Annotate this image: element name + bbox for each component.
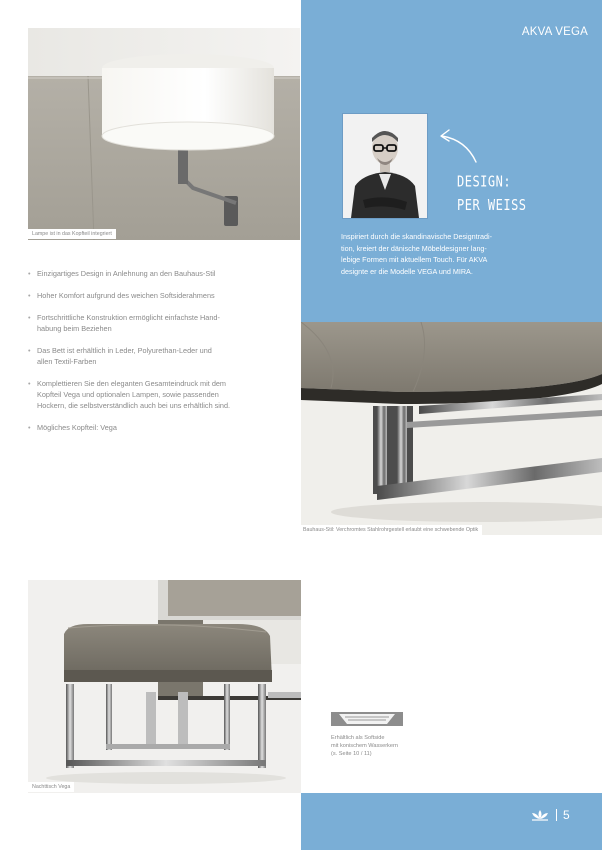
- lamp-caption: Lampe ist in das Kopfteil integriert: [28, 229, 116, 239]
- bullet-icon: •: [28, 291, 31, 300]
- nightstand-photo: [28, 580, 301, 793]
- arrow-icon: [436, 126, 480, 168]
- softside-note: [331, 734, 451, 758]
- feature-line: allen Textil-Farben: [37, 357, 97, 366]
- designer-label-line1: DESIGN:: [457, 172, 512, 190]
- lamp-photo: [28, 28, 300, 240]
- feature-item: [28, 268, 290, 279]
- softside-line: (s. Seite 10 / 11): [331, 751, 372, 757]
- feature-line: Das Bett ist erhältlich in Leder, Polyurethan-Leder und: [37, 346, 212, 355]
- feature-line: Fortschrittliche Konstruktion ermöglicht einfachste Hand-: [37, 313, 220, 322]
- feature-item: [28, 378, 290, 411]
- bed-frame-photo: [301, 322, 602, 535]
- feature-line: Komplettieren Sie den eleganten Gesamteindruck mit dem: [37, 379, 227, 388]
- footer-separator: [556, 809, 557, 821]
- designer-portrait: [342, 113, 428, 219]
- designer-label-line2: PER WEISS: [457, 196, 527, 214]
- feature-line: Hockern, die selbstverständlich auch bei uns erhältlich sind.: [37, 401, 231, 410]
- feature-line: Hoher Komfort aufgrund des weichen Softsiderahmens: [37, 291, 215, 300]
- feature-line: Mögliches Kopfteil: Vega: [37, 423, 117, 432]
- bed-frame-illustration: [301, 322, 602, 535]
- feature-line: habung beim Beziehen: [37, 324, 112, 333]
- feature-line: Kopfteil Vega und optionalen Lampen, sowie passenden: [37, 390, 219, 399]
- lotus-icon: [530, 809, 550, 821]
- bullet-icon: •: [28, 423, 31, 432]
- bio-line: tion, kreiert der dänische Möbeldesigner lang-: [341, 243, 487, 253]
- brand-title: AKVA VEGA: [521, 26, 588, 38]
- bullet-icon: •: [28, 313, 31, 322]
- bed-caption: Bauhaus-Stil: Verchromtes Stahlrohrgestell erlaubt eine schwebende Optik: [299, 525, 482, 535]
- lamp-illustration: [28, 28, 300, 240]
- feature-item: [28, 422, 290, 433]
- bio-line: lebige Formen mit aktuellem Touch. Für AKVA: [341, 255, 488, 265]
- feature-list: [28, 268, 290, 444]
- feature-item: [28, 312, 290, 334]
- feature-item: [28, 290, 290, 301]
- page-number: 5: [563, 808, 570, 822]
- bio-line: Inspiriert durch die skandinavische Designtradi-: [341, 232, 493, 241]
- bullet-icon: •: [28, 269, 31, 278]
- bullet-icon: •: [28, 379, 31, 388]
- feature-line: Einzigartiges Design in Anlehnung an den Bauhaus-Stil: [37, 269, 216, 278]
- softside-line: mit konischem Wasserkern: [331, 743, 398, 749]
- designer-label: [457, 170, 527, 218]
- designer-bio: [341, 231, 571, 277]
- page-footer: [530, 808, 570, 822]
- nightstand-caption: Nachttisch Vega: [28, 782, 74, 792]
- softside-icon: [331, 712, 403, 726]
- bullet-icon: •: [28, 346, 31, 355]
- designer-photo: [343, 114, 427, 218]
- bio-line: designte er die Modelle VEGA und MIRA.: [341, 266, 473, 276]
- nightstand-illustration: [28, 580, 301, 793]
- feature-item: [28, 345, 290, 367]
- softside-line: Erhältlich als Softside: [331, 735, 385, 741]
